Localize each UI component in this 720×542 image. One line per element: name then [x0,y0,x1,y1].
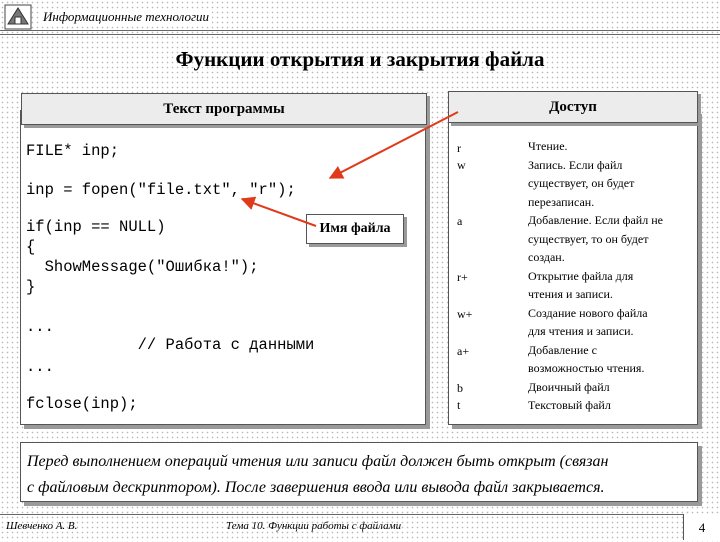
mode-description: Создание нового файла [528,306,648,320]
mode-description: существует, то он будет [528,232,649,246]
code-line: ... [26,318,54,336]
mode-a-plus: a+ [457,344,470,358]
note-line-2: с файловым дескриптором). После завершения ввода или вывода файл закрывается. [27,479,605,496]
filename-callout: Имя файла [306,214,404,244]
mode-description: для чтения и записи. [528,324,634,338]
code-panel-title: Текст программы [21,93,427,125]
code-line: if(inp == NULL) [26,218,166,236]
code-line: } [26,278,36,296]
code-line: { [26,238,36,256]
mode-b: b [457,381,463,395]
mode-description: чтения и записи. [528,287,613,301]
slide-title: Функции открытия и закрытия файла [175,47,545,71]
filename-arrow [242,199,316,226]
mode-description: Запись. Если файл [528,158,623,172]
mode-description: Открытие файла для [528,269,634,283]
code-line: inp = fopen("file.txt", "r"); [26,181,296,199]
code-line: fclose(inp); [26,395,138,413]
mode-description: Добавление с [528,343,597,357]
mode-r-plus: r+ [457,270,468,284]
mode-description: Текстовый файл [528,398,611,412]
access-arrow [330,112,458,178]
code-comment: // Работа с данными [26,336,315,354]
mode-description: Чтение. [528,139,568,153]
code-line: ShowMessage("Ошибка!"); [26,258,259,276]
mode-r: r [457,141,461,155]
mode-description: возможностью чтения. [528,361,645,375]
access-panel-title: Доступ [448,91,698,123]
mode-t: t [457,398,461,412]
mode-description: перезаписан. [528,195,595,209]
note-box [20,442,698,502]
mode-w-plus: w+ [457,307,473,321]
footer-author: Шевченко А. В. [6,520,78,532]
mode-description: существует, он будет [528,176,635,190]
note-line-1: Перед выполнением операций чтения или записи файл должен быть открыт (связан [27,453,609,470]
footer-divider [0,514,683,515]
footer-topic: Тема 10. Функции работы с файлами [226,520,402,532]
code-line: FILE* inp; [26,142,120,160]
mode-description: Двоичный файл [528,380,610,394]
mode-description: Добавление. Если файл не [528,213,663,227]
mode-description: создан. [528,250,565,264]
mode-w: w [457,158,466,172]
page-number: 4 [683,514,720,540]
header-title: Информационные технологии [40,9,212,25]
mode-a: a [457,214,463,228]
code-line: ... [26,358,54,376]
